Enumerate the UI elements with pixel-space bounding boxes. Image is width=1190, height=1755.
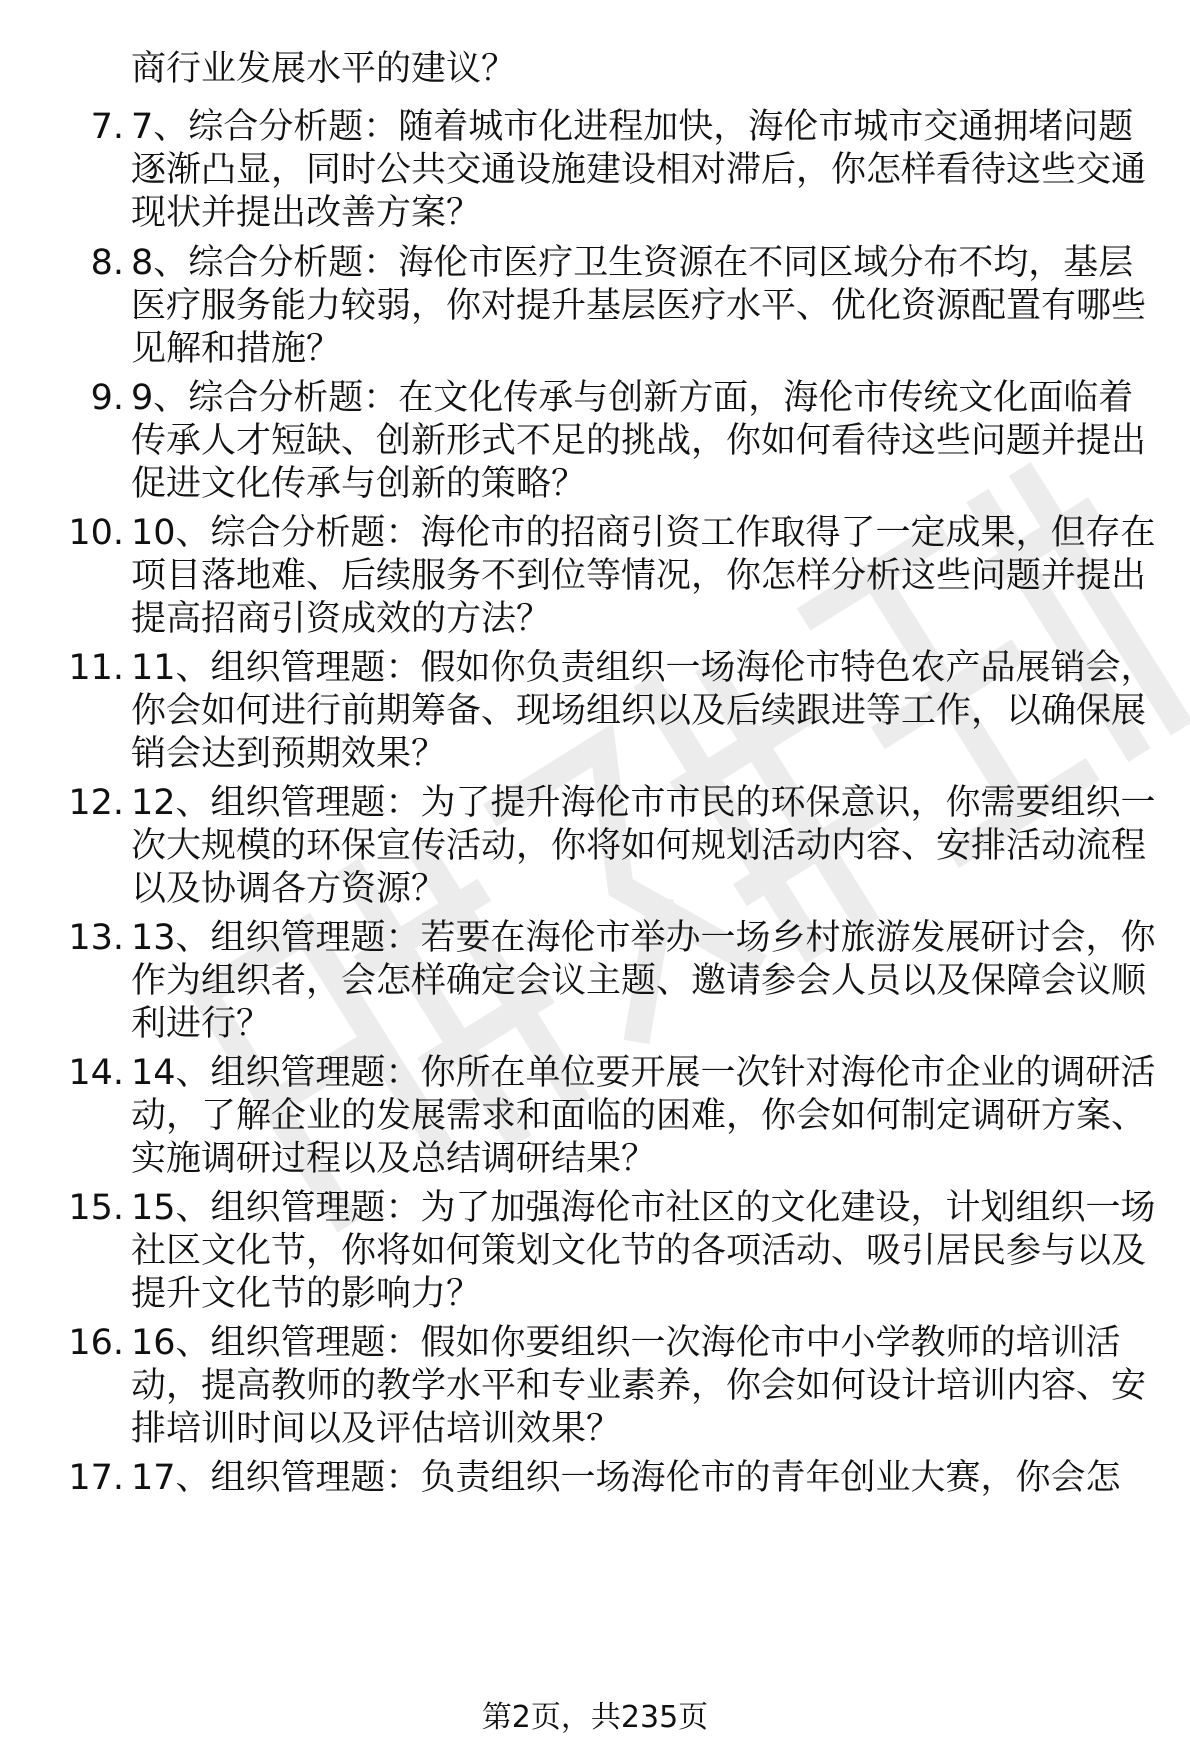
question-text: 8、综合分析题：海伦市医疗卫生资源在不同区域分布不均，基层医疗服务能力较弱，你对提升基层医疗水平、优化资源配置有哪些见解和措施？ — [131, 243, 1147, 369]
question-text: 15、组织管理题：为了加强海伦市社区的文化建设，计划组织一场社区文化节，你将如何策划文化节的各项活动、吸引居民参与以及提升文化节的影响力？ — [131, 1188, 1156, 1314]
question-number: 8. — [90, 243, 124, 283]
question-number: 10. — [68, 513, 124, 553]
question-number: 16. — [68, 1323, 124, 1363]
question-text: 16、组织管理题：假如你要组织一次海伦市中小学教师的培训活动，提高教师的教学水平和专业素养，你会如何设计培训内容、安排培训时间以及评估培训效果？ — [131, 1323, 1147, 1449]
question-number: 11. — [68, 648, 124, 688]
question-number: 7. — [90, 107, 124, 147]
question-text: 9、综合分析题：在文化传承与创新方面，海伦市传统文化面临着传承人才短缺、创新形式不足的挑战，你如何看待这些问题并提出促进文化传承与创新的策略？ — [131, 378, 1147, 504]
question-text: 7、综合分析题：随着城市化进程加快，海伦市城市交通拥堵问题逐渐凸显，同时公共交通设施建设相对滞后，你怎样看待这些交通现状并提出改善方案？ — [131, 107, 1147, 233]
question-number: 14. — [68, 1053, 124, 1093]
question-number: 17. — [68, 1458, 124, 1498]
question-text: 11、组织管理题：假如你负责组织一场海伦市特色农产品展销会，你会如何进行前期筹备、现场组织以及后续跟进等工作，以确保展销会达到预期效果？ — [131, 648, 1156, 774]
continued-question-text: 商行业发展水平的建议？ — [131, 49, 517, 89]
question-text: 12、组织管理题：为了提升海伦市市民的环保意识，你需要组织一次大规模的环保宣传活动，你将如何规划活动内容、安排活动流程以及协调各方资源？ — [131, 783, 1156, 909]
question-number: 13. — [68, 918, 124, 958]
question-text: 13、组织管理题：若要在海伦市举办一场乡村旅游发展研讨会，你作为组织者，会怎样确定会议主题、邀请参会人员以及保障会议顺利进行？ — [131, 918, 1156, 1044]
question-number: 12. — [68, 783, 124, 823]
question-text: 10、综合分析题：海伦市的招商引资工作取得了一定成果，但存在项目落地难、后续服务不到位等情况，你怎样分析这些问题并提出提高招商引资成效的方法？ — [131, 513, 1156, 639]
question-number: 15. — [68, 1188, 124, 1228]
question-number: 9. — [90, 378, 124, 418]
page-number-footer: 第2页，共235页 — [481, 1700, 709, 1735]
question-text: 17、组织管理题：负责组织一场海伦市的青年创业大赛，你会怎 — [131, 1458, 1121, 1498]
question-text: 14、组织管理题：你所在单位要开展一次针对海伦市企业的调研活动，了解企业的发展需求和面临的困难，你会如何制定调研方案、实施调研过程以及总结调研结果？ — [131, 1053, 1156, 1179]
